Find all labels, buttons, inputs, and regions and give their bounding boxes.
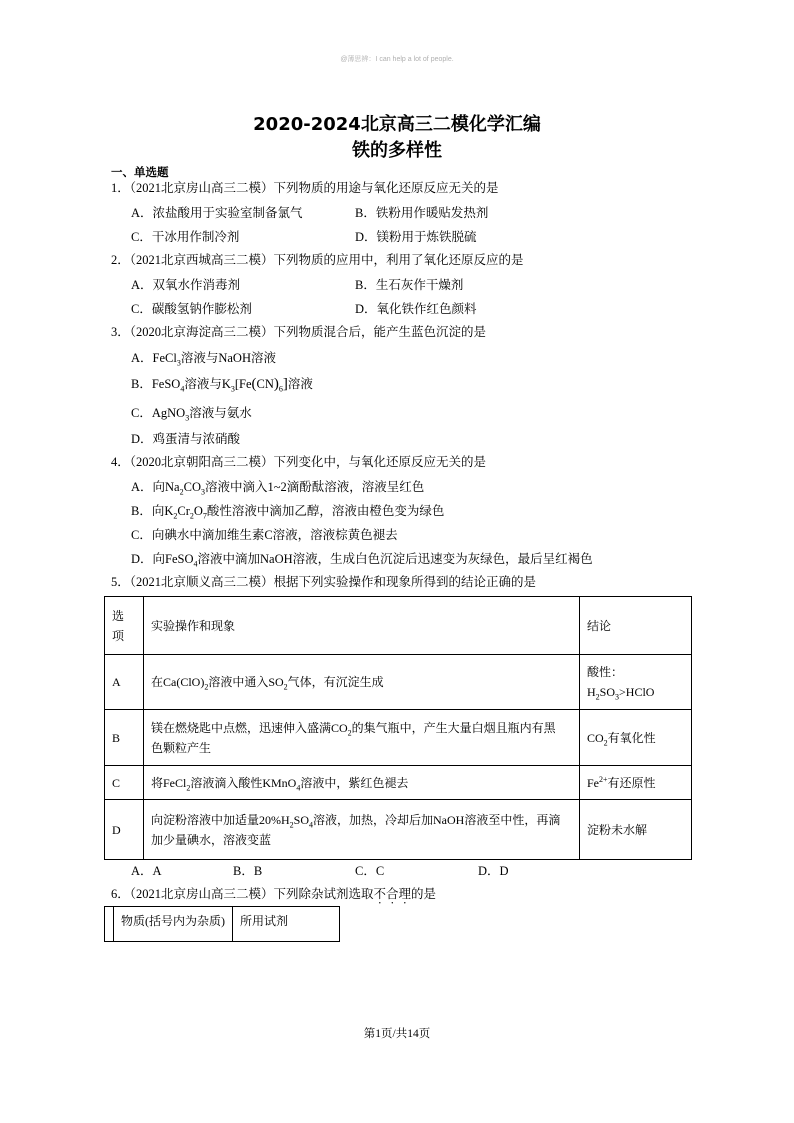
impurity-table [104, 906, 340, 942]
watermark: @薄思辨：I can help a lot of people. [340, 56, 454, 63]
row-d-conclusion: 淀粉未水解 [580, 800, 692, 860]
table-row-b [105, 710, 692, 766]
table-row-c [105, 766, 692, 800]
header-operation: 实验操作和现象 [144, 597, 580, 655]
table-row-d [105, 800, 692, 860]
row-b-conclusion: $CO_2$有氧化性 [580, 710, 692, 766]
table-header-row [105, 597, 692, 655]
section-heading: 一、单选题 [111, 165, 169, 179]
question-2-stem: 2．（2021北京西城高三二模）下列物质的应用中，利用了氧化还原反应的是 [111, 253, 524, 267]
q3-option-d: D．鸡蛋清与浓硝酸 [131, 432, 241, 446]
row-d-option: D [105, 800, 144, 860]
question-6-stem: 6．（2021北京房山高三二模）下列除杂试剂选取不合理的是 [111, 887, 437, 901]
row-d-operation: 向淀粉溶液中加适量$20\%H_2SO_4$溶液，加热，冷却后加NaOH溶液至中性，再滴 加少量碘水，溶液变蓝 [144, 800, 580, 860]
question-1-stem: 1．（2021北京房山高三二模）下列物质的用途与氧化还原反应无关的是 [111, 181, 499, 195]
q1-option-d: D．镁粉用于炼铁脱硫 [355, 230, 477, 244]
row-a-option: A [105, 655, 144, 710]
q2-option-d: D．氧化铁作红色颜料 [355, 302, 477, 316]
q5-answer-c: C．C [355, 864, 385, 878]
impurity-header-row [105, 907, 340, 942]
q3-option-b: B．FeSO$_4$溶液与$K_3[Fe(CN)_6]$溶液 [131, 376, 313, 394]
q4-option-a: A．向$Na_2CO_3$溶液中滴入1~2滴酚酞溶液，溶液呈红色 [131, 480, 425, 497]
row-b-operation: 镁在燃烧匙中点燃，迅速伸入盛满$CO_2$的集气瓶中，产生大量白烟且瓶内有黑 色颗粒产生 [144, 710, 580, 766]
impurity-header-reagent: 所用试剂 [233, 907, 340, 942]
page-footer: 第1页/共14页 [363, 1028, 431, 1040]
emphasis-text: 不合理 [373, 887, 412, 901]
q5-answer-d: D．D [478, 864, 509, 878]
q4-option-b: B．向$K_2Cr_2O_7$酸性溶液中滴加乙醇，溶液由橙色变为绿色 [131, 504, 445, 521]
q2-option-a: A．双氧水作消毒剂 [131, 278, 241, 292]
q3-option-a: A．FeCl$_3$溶液与NaOH溶液 [131, 351, 276, 368]
header-conclusion: 结论 [580, 597, 692, 655]
row-c-option: C [105, 766, 144, 800]
q5-answer-a: A．A [131, 864, 162, 878]
row-c-conclusion: $Fe^{2+}$有还原性 [580, 766, 692, 800]
q1-option-a: A．浓盐酸用于实验室制备氯气 [131, 206, 303, 220]
q4-option-c: C．向碘水中滴加维生素C溶液，溶液棕黄色褪去 [131, 528, 398, 542]
row-a-conclusion: 酸性： $H_2SO_3>HClO$ [580, 655, 692, 710]
row-a-operation: 在$Ca(ClO)_2$溶液中通入$SO_2$气体，有沉淀生成 [144, 655, 580, 710]
row-c-operation: 将FeCl$_2$溶液滴入酸性KMnO$_4$溶液中，紫红色褪去 [144, 766, 580, 800]
experiment-table [104, 596, 692, 860]
q5-answer-b: B．B [233, 864, 263, 878]
q1-option-c: C．干冰用作制冷剂 [131, 230, 240, 244]
document-title: 2020-2024北京高三二模化学汇编 [253, 114, 541, 135]
question-4-stem: 4．（2020北京朝阳高三二模）下列变化中，与氧化还原反应无关的是 [111, 455, 487, 469]
table-row-a [105, 655, 692, 710]
impurity-blank-cell [105, 907, 114, 942]
impurity-header-substance: 物质(括号内为杂质) [114, 907, 233, 942]
q1-option-b: B．铁粉用作暖贴发热剂 [355, 206, 489, 220]
document-subtitle: 铁的多样性 [352, 140, 442, 161]
q2-option-b: B．生石灰作干燥剂 [355, 278, 464, 292]
question-5-stem: 5．（2021北京顺义高三二模）根据下列实验操作和现象所得到的结论正确的是 [111, 575, 537, 589]
row-b-option: B [105, 710, 144, 766]
q3-option-c: C．AgNO$_3$溶液与氨水 [131, 406, 252, 423]
q4-option-d: D．向FeSO$_4$溶液中滴加NaOH溶液，生成白色沉淀后迅速变为灰绿色，最后呈红褐色 [131, 552, 593, 569]
header-option: 选 项 [105, 597, 144, 655]
question-3-stem: 3．（2020北京海淀高三二模）下列物质混合后，能产生蓝色沉淀的是 [111, 325, 487, 339]
q2-option-c: C．碳酸氢钠作膨松剂 [131, 302, 252, 316]
